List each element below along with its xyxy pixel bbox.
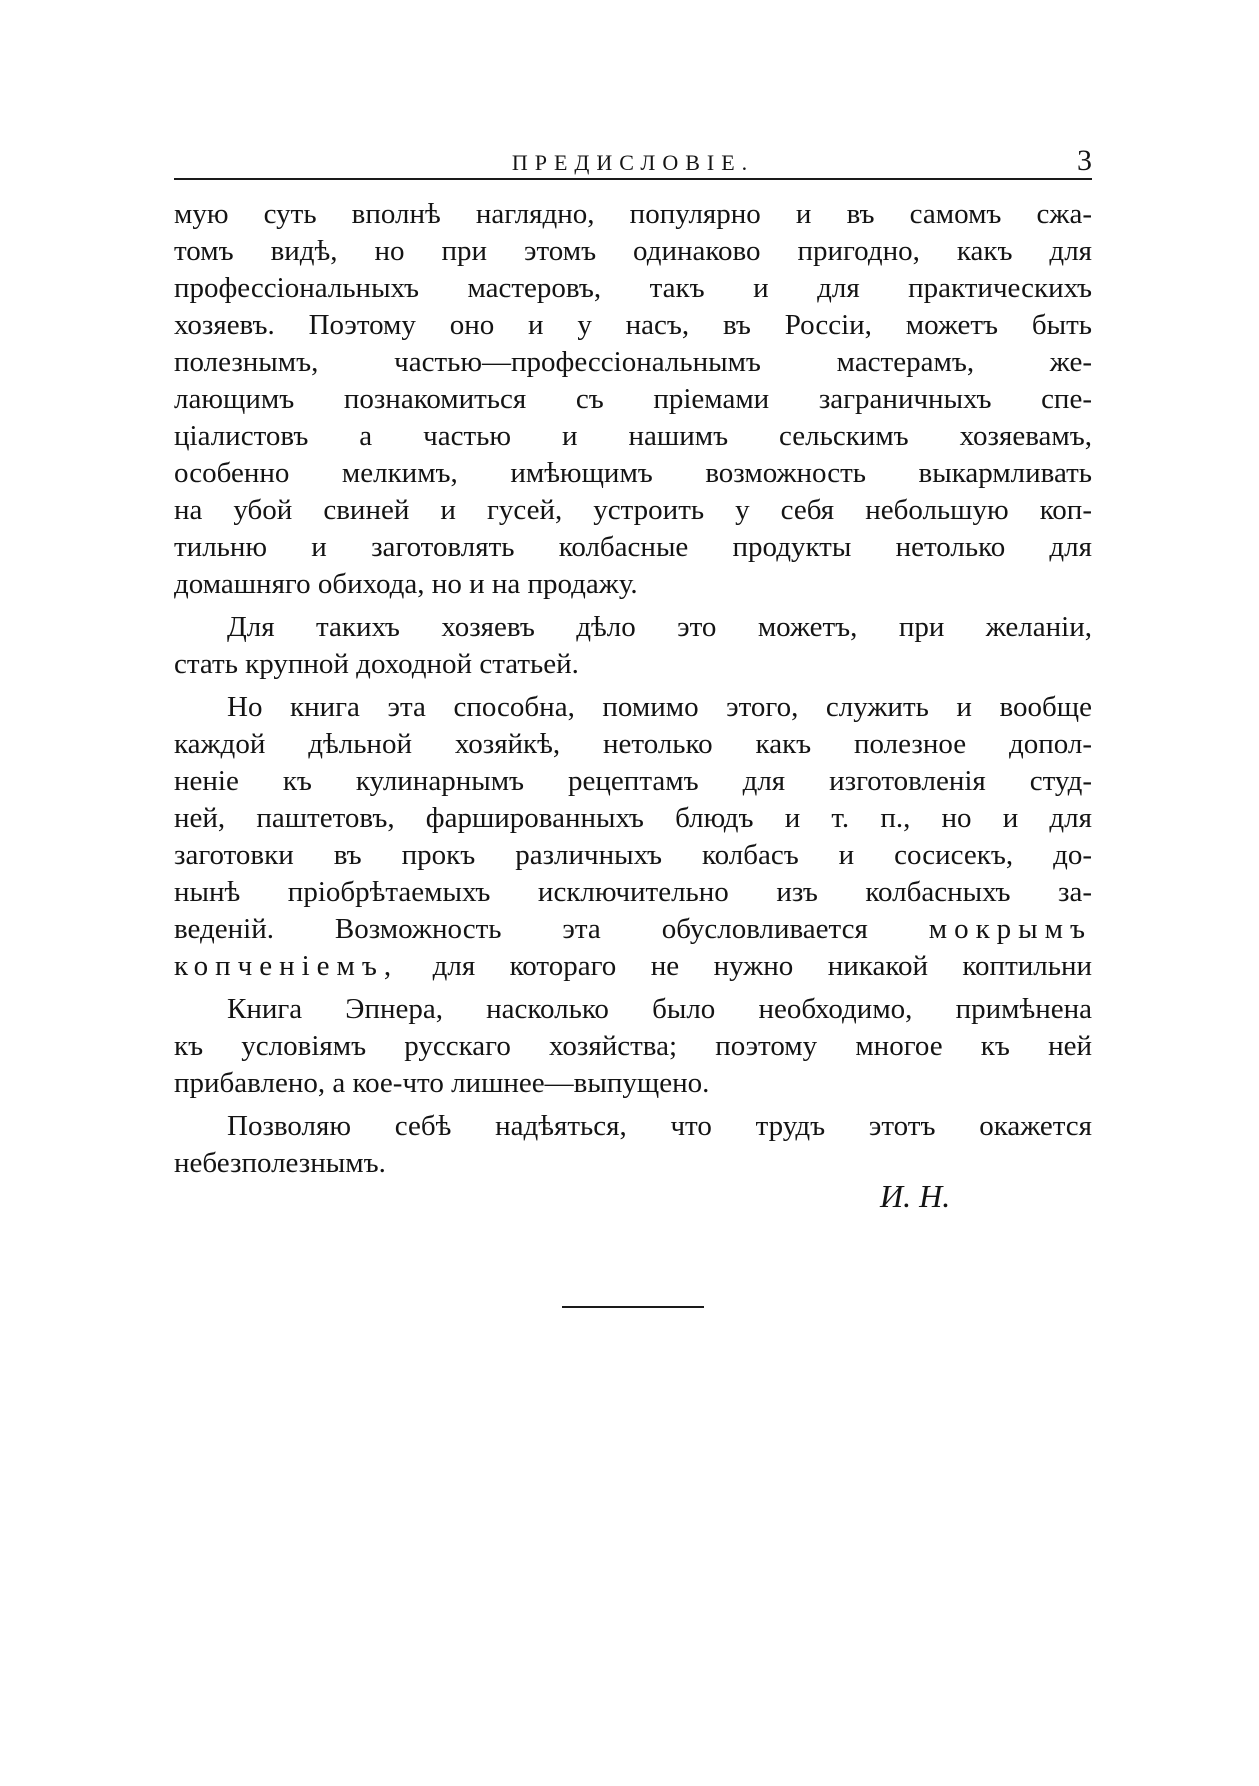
paragraph [174,689,1092,985]
header-divider [174,178,1092,180]
body-text [174,196,1092,1182]
text-line: Но книга эта способна, помимо этого, служить и вообще [227,691,1092,723]
text-line: каждой дѣльной хозяйкѣ, нетолько какъ полезное допол- [174,728,1092,760]
text-fragment: веденій. Возможность эта обусловливается [174,913,868,945]
text-line: томъ видѣ, но при этомъ одинаково пригодно, какъ для [174,235,1092,267]
end-divider [562,1306,704,1308]
text-line: прибавлено, а кое-что лишнее—выпущено. [174,1067,710,1099]
text-line: неніе къ кулинарнымъ рецептамъ для изготовленія студ- [174,765,1092,797]
spaced-emphasis: копченіемъ, [174,950,399,982]
spaced-emphasis: мокрымъ [928,913,1092,945]
text-line: небезполезнымъ. [174,1147,386,1179]
text-line: полезнымъ, частью—профессіональнымъ мастерамъ, же- [174,346,1092,378]
text-line: ней, паштетовъ, фаршированныхъ блюдъ и т. п., но и для [174,802,1092,834]
text-line: Книга Эпнера, насколько было необходимо, примѣнена [227,993,1092,1025]
text-line: лающимъ познакомиться съ пріемами заграничныхъ спе- [174,383,1092,415]
paragraph [174,609,1092,683]
text-line [174,948,1092,985]
text-line: стать крупной доходной статьей. [174,648,579,680]
paragraph [174,196,1092,603]
text-line [174,911,1092,948]
text-line: Для такихъ хозяевъ дѣло это можетъ, при желаніи, [227,611,1092,643]
text-line: профессіональныхъ мастеровъ, такъ и для практическихъ [174,272,1092,304]
text-line: нынѣ пріобрѣтаемыхъ исключительно изъ колбасныхъ за- [174,876,1092,908]
text-line: ціалистовъ а частью и нашимъ сельскимъ хозяевамъ, [174,420,1092,452]
author-signature: И. Н. [880,1178,951,1214]
text-fragment: для котораго не нужно никакой коптильни [432,950,1092,982]
text-line: тильню и заготовлять колбасные продукты нетолько для [174,531,1092,563]
page-title: ПРЕДИСЛОВІЕ. [511,150,755,175]
paragraph [174,991,1092,1102]
text-line: на убой свиней и гусей, устроить у себя небольшую коп- [174,494,1092,526]
page-number: 3 [1077,144,1092,177]
text-line: Позволяю себѣ надѣяться, что трудъ этотъ окажется [227,1110,1092,1142]
text-line: домашняго обихода, но и на продажу. [174,568,638,600]
text-line: къ условіямъ русскаго хозяйства; поэтому многое къ ней [174,1030,1092,1062]
text-line: заготовки въ прокъ различныхъ колбасъ и сосисекъ, до- [174,839,1092,871]
text-line: особенно мелкимъ, имѣющимъ возможность выкармливать [174,457,1092,489]
text-line: хозяевъ. Поэтому оно и у насъ, въ Россіи, можетъ быть [174,309,1092,341]
paragraph [174,1108,1092,1182]
text-line: мую суть вполнѣ наглядно, популярно и въ самомъ сжа- [174,198,1092,230]
